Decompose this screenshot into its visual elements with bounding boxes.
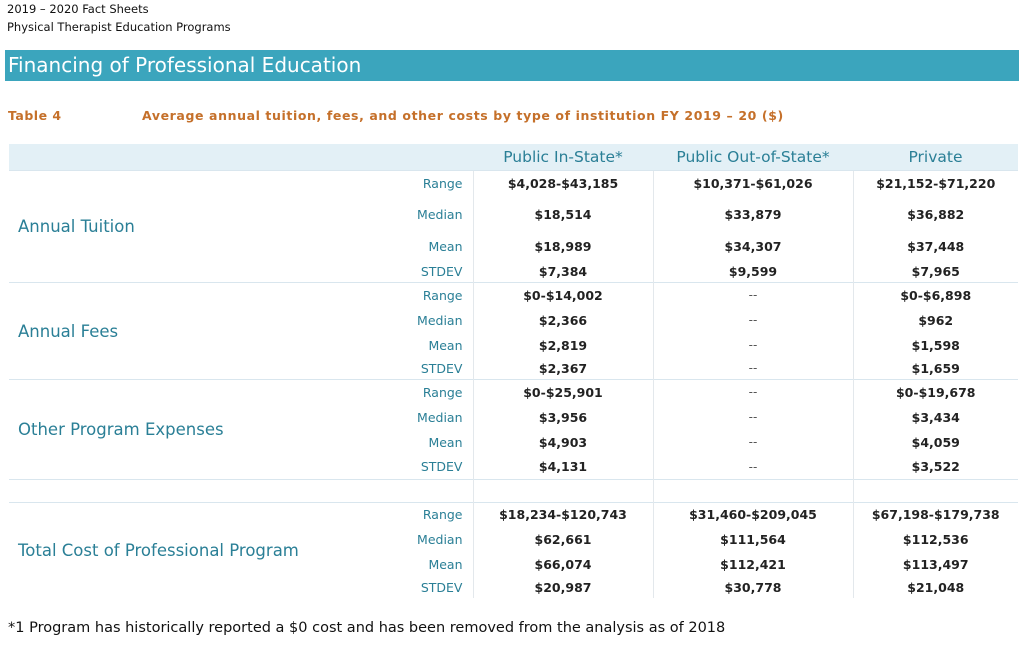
stat-label: STDEV <box>420 360 463 376</box>
header-blank <box>411 144 473 171</box>
footnote: *1 Program has historically reported a $0 cost and has been removed from the analysis as of 2018 <box>8 620 726 636</box>
section-label: Other Program Expenses <box>9 380 411 480</box>
cost-table <box>9 144 1018 598</box>
value-cell: $33,879 <box>653 196 853 233</box>
table-number: Table 4 <box>8 108 62 123</box>
value-cell: $34,307 <box>653 233 853 261</box>
table-caption: Average annual tuition, fees, and other costs by type of institution FY 2019 – 20 ($) <box>142 108 784 123</box>
column-header-public-in-state: Public In-State* <box>473 144 653 171</box>
section-label: Total Cost of Professional Program <box>9 503 411 598</box>
value-cell: $112,536 <box>853 527 1018 552</box>
stat-label: Range <box>411 503 473 527</box>
fact-sheet-year: 2019 – 2020 Fact Sheets <box>7 2 149 16</box>
value-cell: $66,074 <box>473 552 653 577</box>
value-cell: $67,198-$179,738 <box>853 503 1018 527</box>
value-cell: $1,598 <box>853 333 1018 358</box>
value-cell: -- <box>653 333 853 358</box>
table-body <box>9 171 1018 598</box>
value-cell: $2,367 <box>473 358 653 380</box>
value-cell: $4,131 <box>473 455 653 480</box>
value-cell: $2,366 <box>473 308 653 333</box>
stat-label: Median <box>417 206 463 222</box>
value-cell: $20,987 <box>473 577 653 598</box>
spacer-cell <box>9 480 411 503</box>
value-cell: $3,522 <box>853 455 1018 480</box>
value-cell: -- <box>653 455 853 480</box>
value-cell: $0-$25,901 <box>473 380 653 405</box>
value-cell: $113,497 <box>853 552 1018 577</box>
value-cell: $7,965 <box>853 261 1018 283</box>
stat-label: Median <box>417 409 463 425</box>
value-cell: $4,903 <box>473 430 653 455</box>
value-cell: $18,989 <box>473 233 653 261</box>
value-cell: $1,659 <box>853 358 1018 380</box>
stat-label: Mean <box>428 434 463 450</box>
section-label: Annual Fees <box>9 283 411 380</box>
stat-label: STDEV <box>420 459 463 475</box>
stat-label: Median <box>417 531 463 547</box>
value-cell: -- <box>653 283 853 308</box>
value-cell: -- <box>653 430 853 455</box>
value-cell: -- <box>653 308 853 333</box>
value-cell: $31,460-$209,045 <box>653 503 853 527</box>
stat-label: STDEV <box>420 263 463 279</box>
fact-sheet-subtitle: Physical Therapist Education Programs <box>7 20 231 34</box>
column-header-public-out-of-state: Public Out-of-State* <box>653 144 853 171</box>
section-label: Annual Tuition <box>9 171 411 283</box>
value-cell: -- <box>653 405 853 430</box>
stat-label: STDEV <box>420 579 463 595</box>
table-row <box>9 503 1018 527</box>
value-cell: $2,819 <box>473 333 653 358</box>
header-blank <box>9 144 411 171</box>
table-row <box>9 380 1018 405</box>
value-cell: $111,564 <box>653 527 853 552</box>
value-cell: $18,234-$120,743 <box>473 503 653 527</box>
value-cell: $4,059 <box>853 430 1018 455</box>
spacer-row <box>9 480 1018 503</box>
table-row <box>9 283 1018 308</box>
spacer-cell <box>853 480 1018 503</box>
value-cell: $4,028-$43,185 <box>473 171 653 196</box>
table-header-row <box>9 144 1018 171</box>
stat-label: Mean <box>428 337 463 353</box>
value-cell: -- <box>653 380 853 405</box>
stat-label: Range <box>411 283 473 308</box>
value-cell: $962 <box>853 308 1018 333</box>
table-row <box>9 171 1018 196</box>
value-cell: $3,434 <box>853 405 1018 430</box>
stat-label: Range <box>411 380 473 405</box>
value-cell: $21,152-$71,220 <box>853 171 1018 196</box>
stat-label: Mean <box>428 556 463 572</box>
value-cell: $36,882 <box>853 196 1018 233</box>
value-cell: $21,048 <box>853 577 1018 598</box>
stat-label: Mean <box>428 239 463 254</box>
value-cell: $0-$14,002 <box>473 283 653 308</box>
spacer-cell <box>653 480 853 503</box>
value-cell: $37,448 <box>853 233 1018 261</box>
value-cell: $62,661 <box>473 527 653 552</box>
value-cell: $10,371-$61,026 <box>653 171 853 196</box>
value-cell: $0-$6,898 <box>853 283 1018 308</box>
column-header-private: Private <box>853 144 1018 171</box>
value-cell: $3,956 <box>473 405 653 430</box>
value-cell: $18,514 <box>473 196 653 233</box>
value-cell: $7,384 <box>473 261 653 283</box>
value-cell: -- <box>653 358 853 380</box>
stat-label: Median <box>417 312 463 328</box>
value-cell: $0-$19,678 <box>853 380 1018 405</box>
value-cell: $112,421 <box>653 552 853 577</box>
spacer-cell <box>411 480 473 503</box>
spacer-cell <box>473 480 653 503</box>
value-cell: $9,599 <box>653 261 853 283</box>
value-cell: $30,778 <box>653 577 853 598</box>
section-banner: Financing of Professional Education <box>5 50 1019 81</box>
stat-label: Range <box>411 171 473 196</box>
